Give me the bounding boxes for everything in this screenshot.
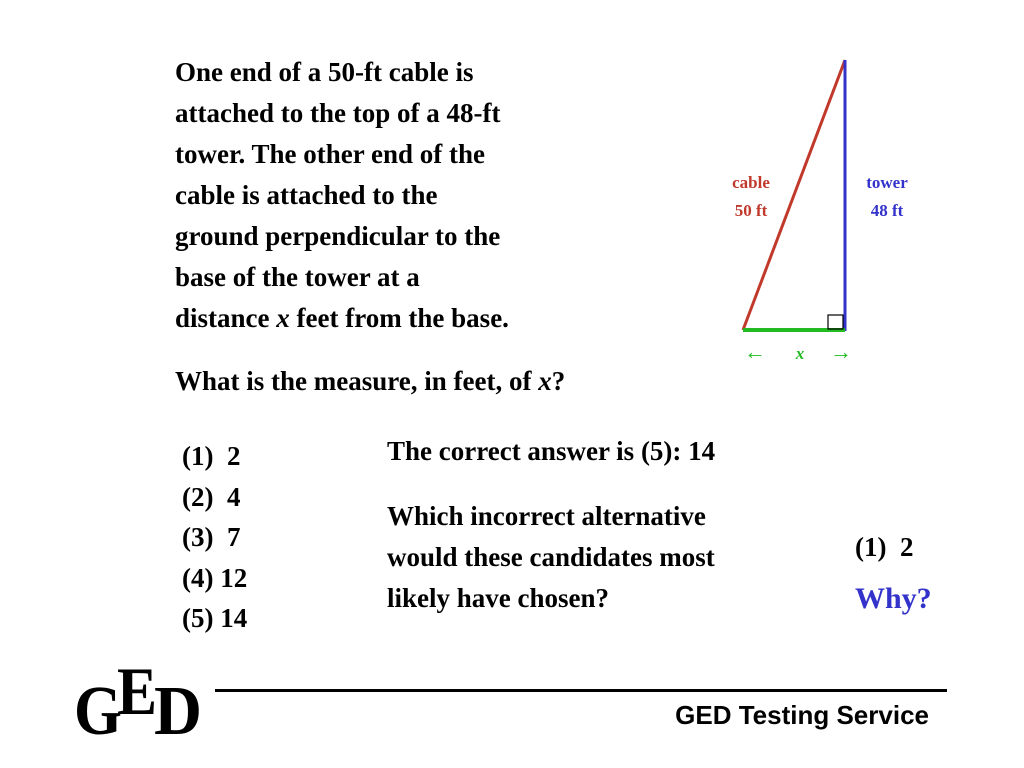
problem-text: distance [175,303,277,333]
tower-length: 48 ft [870,201,904,220]
choice-1: (1) 2 [182,441,241,471]
followup-line: Which incorrect alternative [387,501,706,531]
why-label: Why? [855,582,932,615]
question-text: What is the measure, in feet, of [175,366,539,396]
cable-label: cable [732,173,770,192]
problem-line-last [175,298,625,339]
triangle-diagram [715,50,935,370]
problem-line: One end of a 50-ft cable is [175,57,474,87]
footer-divider [215,689,947,692]
tower-label: tower [866,173,908,192]
problem-line: tower. The other end of the [175,139,485,169]
problem-line: base of the tower at a [175,262,420,292]
right-angle-marker [828,315,843,329]
choice-4: (4) 12 [182,562,248,593]
problem-line: attached to the top of a 48-ft [175,98,501,128]
question [175,366,565,397]
variable-x: x [538,366,552,396]
choice-5: (5) 14 [182,603,248,633]
cable-line [743,60,845,330]
choice-2: (2) 4 [182,481,241,512]
problem-line: ground perpendicular to the [175,221,501,251]
left-arrow-icon: ← [744,339,766,364]
followup-line: likely have chosen? [387,583,610,613]
problem-line: cable is attached to the [175,180,438,210]
ged-logo [72,656,207,738]
problem-text: feet from the base. [289,303,509,333]
footer-label: GED Testing Service [675,700,929,730]
right-arrow-icon: → [830,339,852,364]
problem-statement [175,52,625,339]
followup-line: would these candidates most [387,542,715,572]
answer-choices [182,436,247,639]
followup-question [387,496,715,619]
logo-letter-g: G [74,673,122,738]
correct-answer: The correct answer is (5): 14 [387,436,716,466]
choice-3: (3) 7 [182,522,241,552]
logo-letter-d: D [154,673,202,738]
question-text: ? [551,366,566,396]
base-label-x: x [795,344,805,363]
logo-letter-e: E [117,656,157,729]
variable-x: x [276,303,290,333]
picked-choice: (1) 2 [855,532,914,562]
cable-length: 50 ft [734,201,768,220]
